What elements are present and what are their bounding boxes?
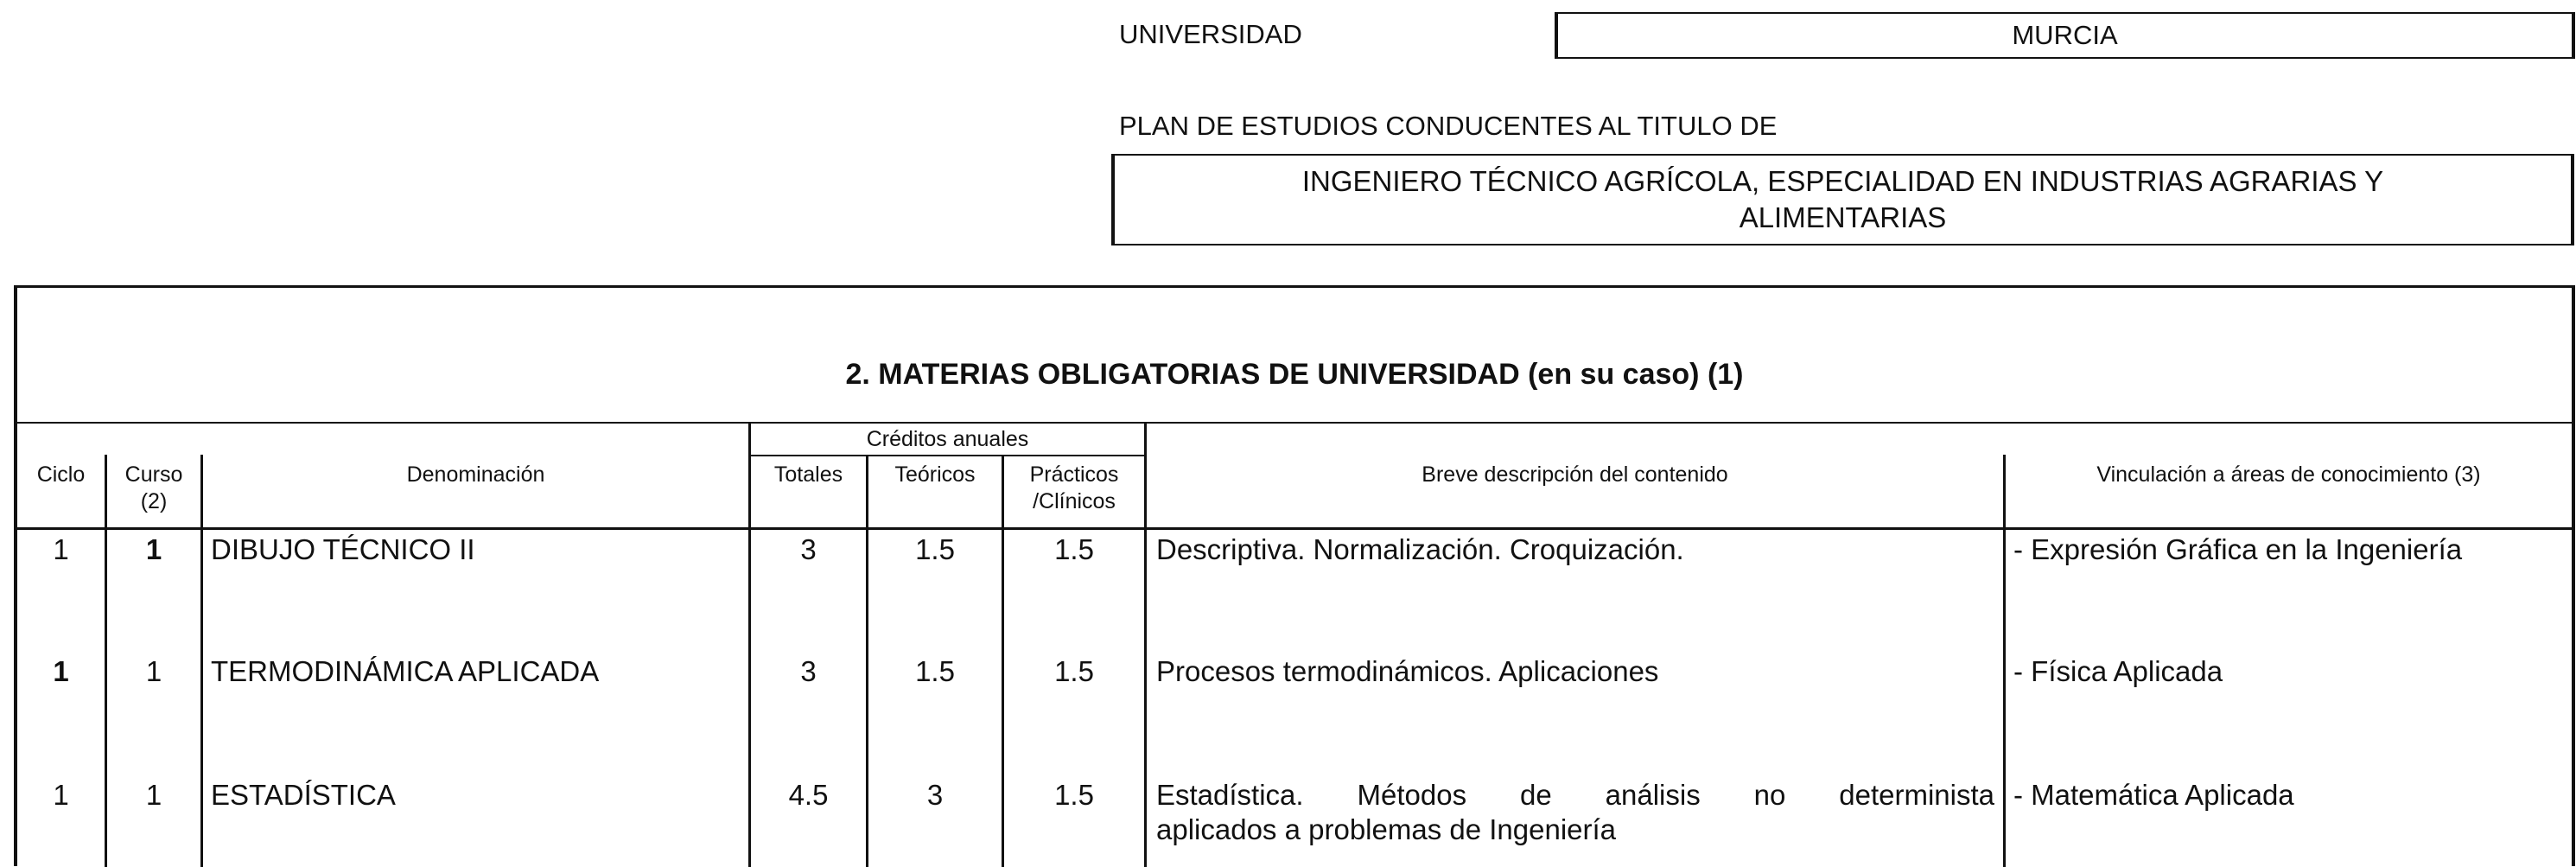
row2-totales: 3 [800, 655, 817, 687]
row3-teoricos: 3 [926, 779, 944, 811]
col-header-denominacion: Denominación [406, 462, 545, 487]
plan-label: PLAN DE ESTUDIOS CONDUCENTES AL TITULO DE [1119, 111, 1778, 141]
row3-ciclo: 1 [53, 779, 69, 811]
table-divider-top [14, 422, 2575, 424]
col-header-practicos-line1: Prácticos [1029, 462, 1119, 487]
credits-group-header: Créditos anuales [866, 427, 1029, 451]
row1-descripcion: Descriptiva. Normalización. Croquización. [1156, 533, 1684, 565]
university-value: MURCIA [2012, 20, 2118, 50]
row1-totales: 3 [800, 533, 817, 565]
row1-denominacion: DIBUJO TÉCNICO II [211, 533, 475, 565]
row3-vinculacion: - Matemática Aplicada [2013, 779, 2294, 811]
row2-teoricos: 1.5 [915, 655, 955, 687]
row2-descripcion: Procesos termodinámicos. Aplicaciones [1156, 655, 1659, 687]
row1-vinculacion: - Expresión Gráfica en la Ingeniería [2013, 533, 2463, 565]
col-divider-curso [200, 455, 203, 867]
col-header-teoricos: Teóricos [894, 462, 976, 487]
row3-totales: 4.5 [788, 779, 829, 811]
university-value-box [1555, 12, 2575, 59]
row1-ciclo: 1 [53, 533, 69, 565]
row3-descripcion [1156, 778, 1994, 847]
col-divider-practicos [1144, 422, 1147, 867]
row2-ciclo: 1 [53, 655, 69, 687]
row2-denominacion: TERMODINÁMICA APLICADA [211, 655, 600, 687]
col-header-practicos [1004, 462, 1144, 515]
col-header-totales: Totales [773, 462, 843, 487]
row2-curso: 1 [145, 655, 162, 687]
row1-teoricos: 1.5 [915, 533, 955, 565]
row3-curso: 1 [145, 779, 162, 811]
row1-practicos: 1.5 [1054, 533, 1094, 565]
section-title: 2. MATERIAS OBLIGATORIAS DE UNIVERSIDAD (en su caso) (1) [845, 358, 1744, 391]
col-header-vinculacion: Vinculación a áreas de conocimiento (3) [2096, 462, 2481, 487]
col-divider-descripcion [2003, 455, 2006, 867]
row3-descripcion-line2: aplicados a problemas de Ingeniería [1156, 813, 1617, 845]
university-label: UNIVERSIDAD [1119, 19, 1302, 49]
row3-denominacion: ESTADÍSTICA [211, 779, 396, 811]
degree-title-box [1111, 154, 2574, 245]
col-header-curso-line2: (2) [140, 489, 168, 513]
credits-group-divider [748, 455, 1146, 456]
row2-vinculacion: - Física Aplicada [2013, 655, 2223, 687]
col-header-curso-line1: Curso [124, 462, 183, 487]
row2-practicos: 1.5 [1054, 655, 1094, 687]
degree-title [1212, 163, 2474, 236]
row3-descripcion-line1: Estadística. Métodos de análisis no determinista [1156, 779, 1994, 811]
degree-title-line2: ALIMENTARIAS [1739, 201, 1947, 233]
col-header-curso [107, 462, 200, 515]
row3-practicos: 1.5 [1054, 779, 1094, 811]
col-header-practicos-line2: /Clínicos [1033, 489, 1116, 513]
row1-curso: 1 [145, 533, 162, 565]
header-bottom-divider [14, 527, 2575, 530]
col-header-ciclo: Ciclo [36, 462, 86, 487]
degree-title-line1: INGENIERO TÉCNICO AGRÍCOLA, ESPECIALIDAD EN INDUSTRIAS AGRARIAS Y [1301, 165, 2384, 197]
col-header-descripcion: Breve descripción del contenido [1422, 462, 1728, 487]
